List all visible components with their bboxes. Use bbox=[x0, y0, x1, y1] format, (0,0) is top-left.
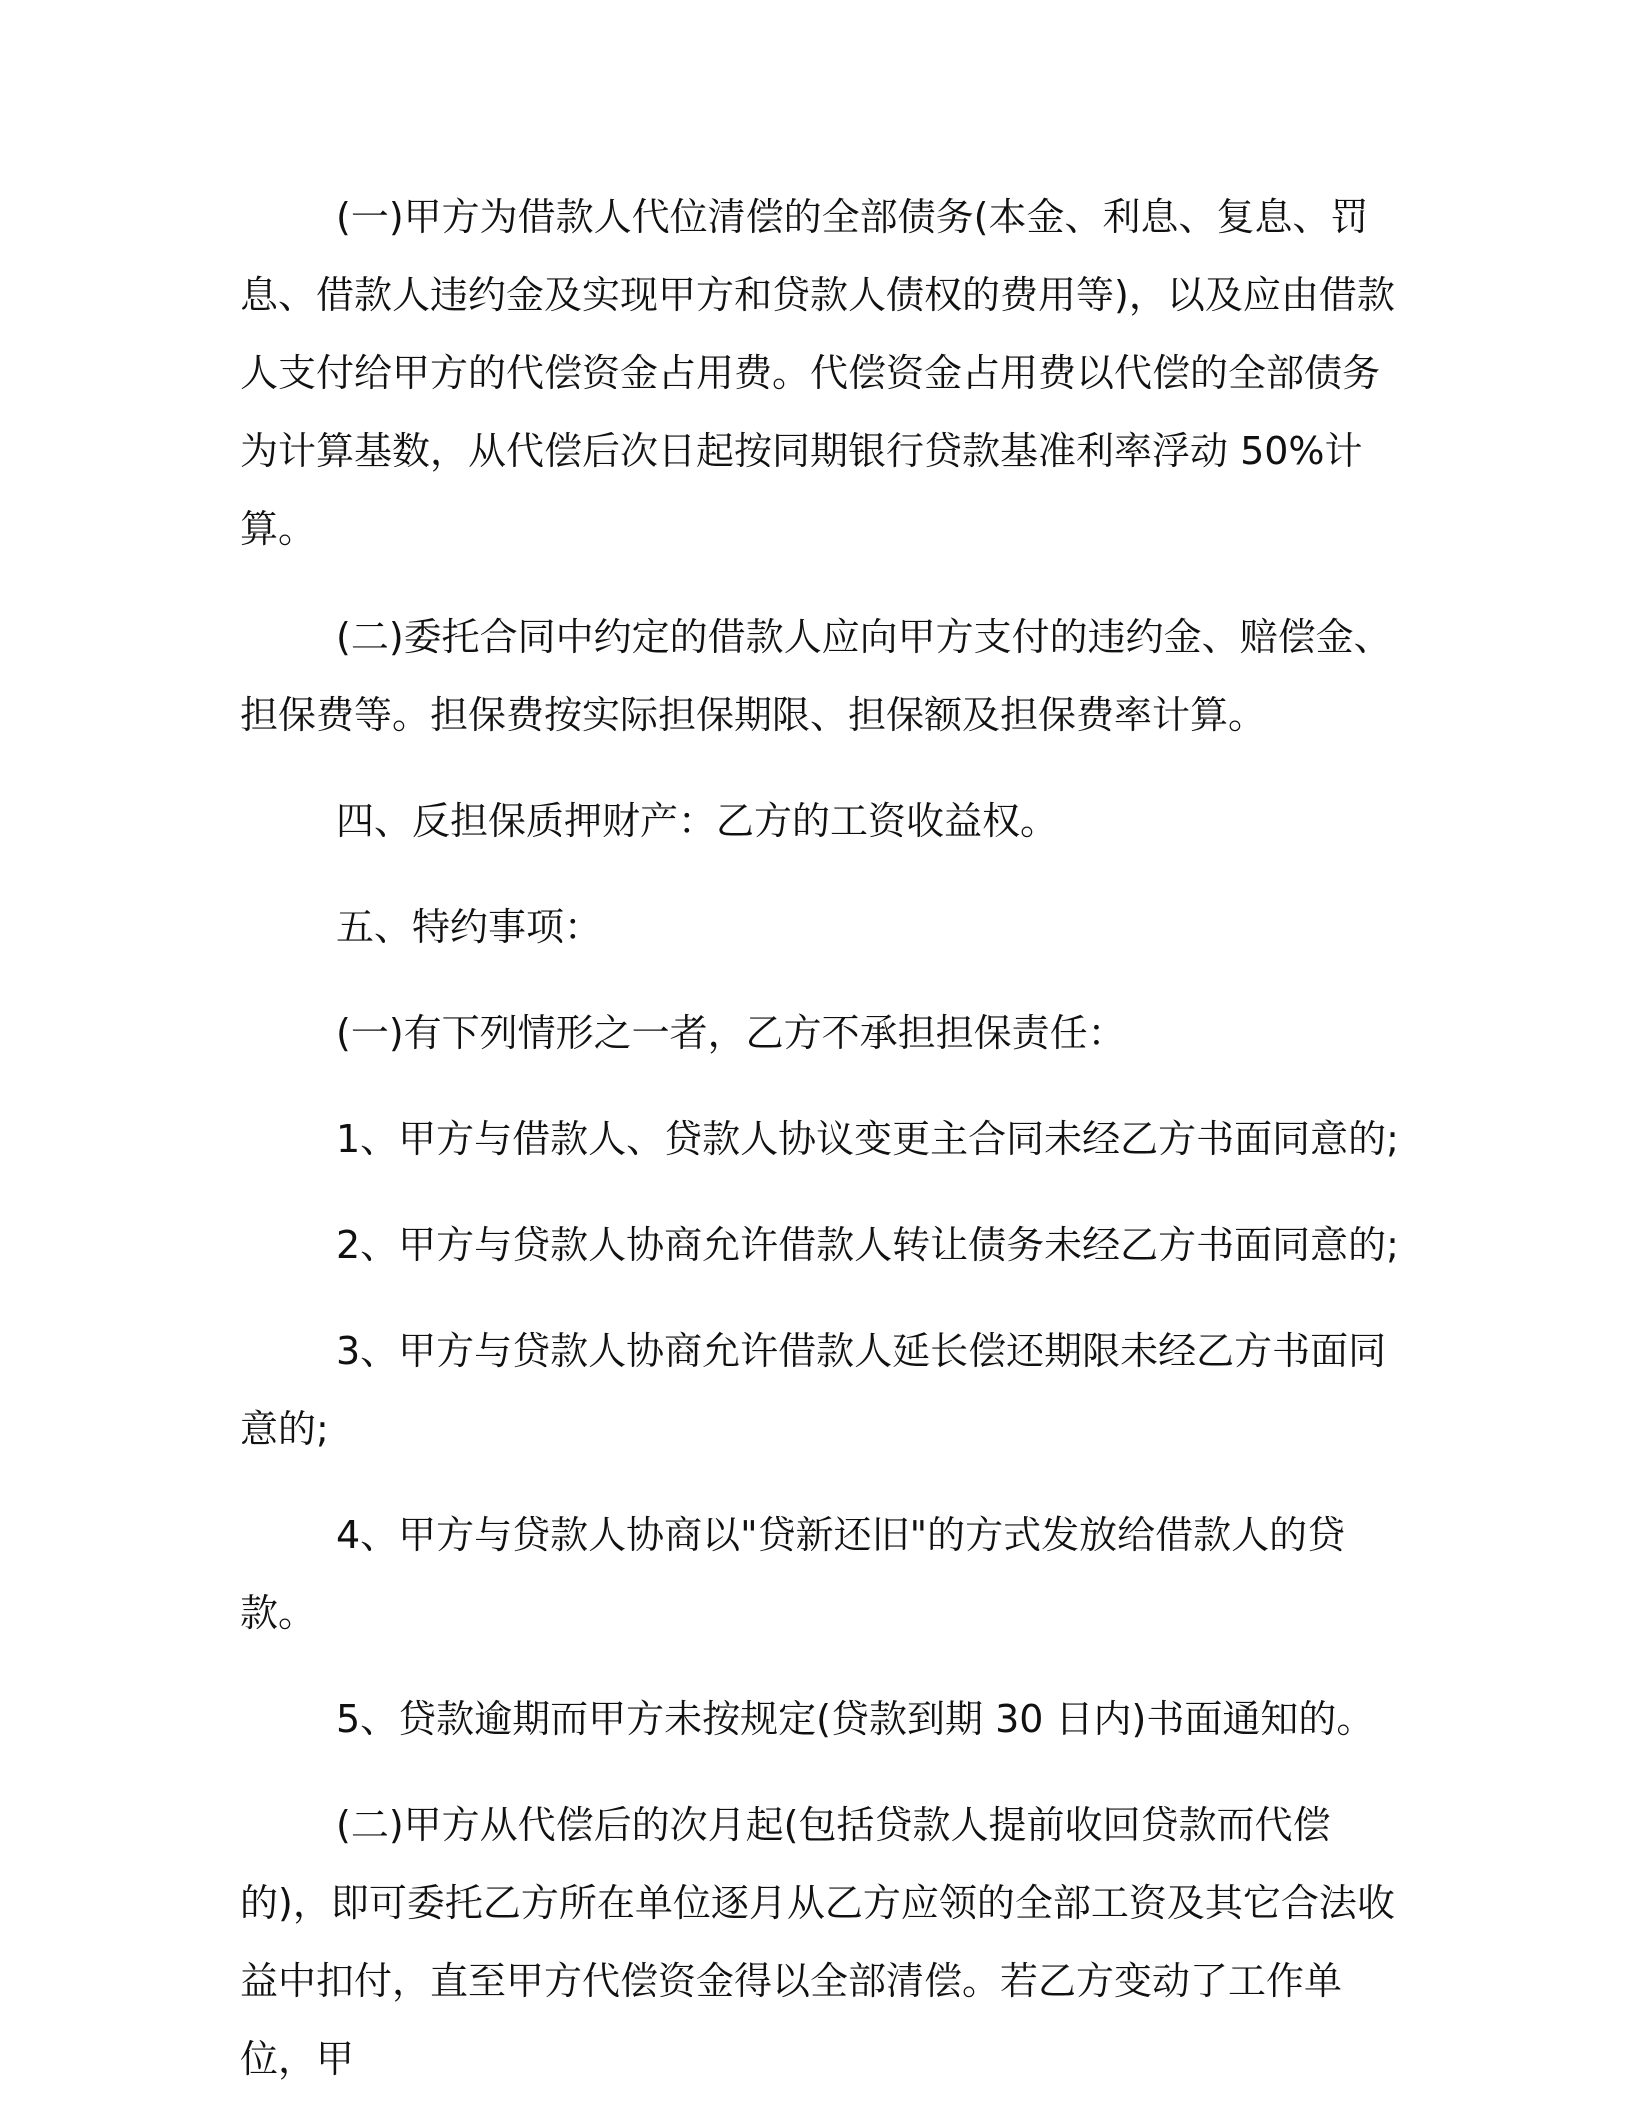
list-item-5: 5、贷款逾期而甲方未按规定(贷款到期 30 日内)书面通知的。 bbox=[336, 1697, 1375, 1741]
list-item-3: 3、甲方与贷款人协商允许借款人延长偿还期限未经乙方书面同意的; bbox=[240, 1329, 1387, 1451]
list-item-1: 1、甲方与借款人、贷款人协议变更主合同未经乙方书面同意的; bbox=[336, 1117, 1399, 1161]
list-item-4: 4、甲方与贷款人协商以"贷新还旧"的方式发放给借款人的贷款。 bbox=[240, 1513, 1346, 1635]
paragraph-clause-1-1: (一)甲方为借款人代位清偿的全部债务(本金、利息、复息、罚息、借款人违约金及实现甲方和贷款人债权的费用等)，以及应由借款人支付给甲方的代偿资金占用费。代偿资金占用费以代偿的全部债务为计算基数，从代偿后次日起按同期银行贷款基准利率浮动 50%计算。 bbox=[240, 195, 1395, 551]
list-item-2: 2、甲方与贷款人协商允许借款人转让债务未经乙方书面同意的; bbox=[336, 1223, 1399, 1267]
paragraph-section-5-heading: 五、特约事项： bbox=[336, 905, 603, 949]
document-body bbox=[240, 178, 1400, 2098]
paragraph-section-4: 四、反担保质押财产：乙方的工资收益权。 bbox=[336, 799, 1059, 843]
paragraph-special-2: (二)甲方从代偿后的次月起(包括贷款人提前收回贷款而代偿的)，即可委托乙方所在单位逐月从乙方应领的全部工资及其它合法收益中扣付，直至甲方代偿资金得以全部清偿。若乙方变动了工作单位，甲 bbox=[240, 1803, 1395, 2081]
paragraph-clause-1-2: (二)委托合同中约定的借款人应向甲方支付的违约金、赔偿金、担保费等。担保费按实际担保期限、担保额及担保费率计算。 bbox=[240, 615, 1392, 737]
paragraph-special-1: (一)有下列情形之一者，乙方不承担担保责任： bbox=[336, 1011, 1126, 1055]
